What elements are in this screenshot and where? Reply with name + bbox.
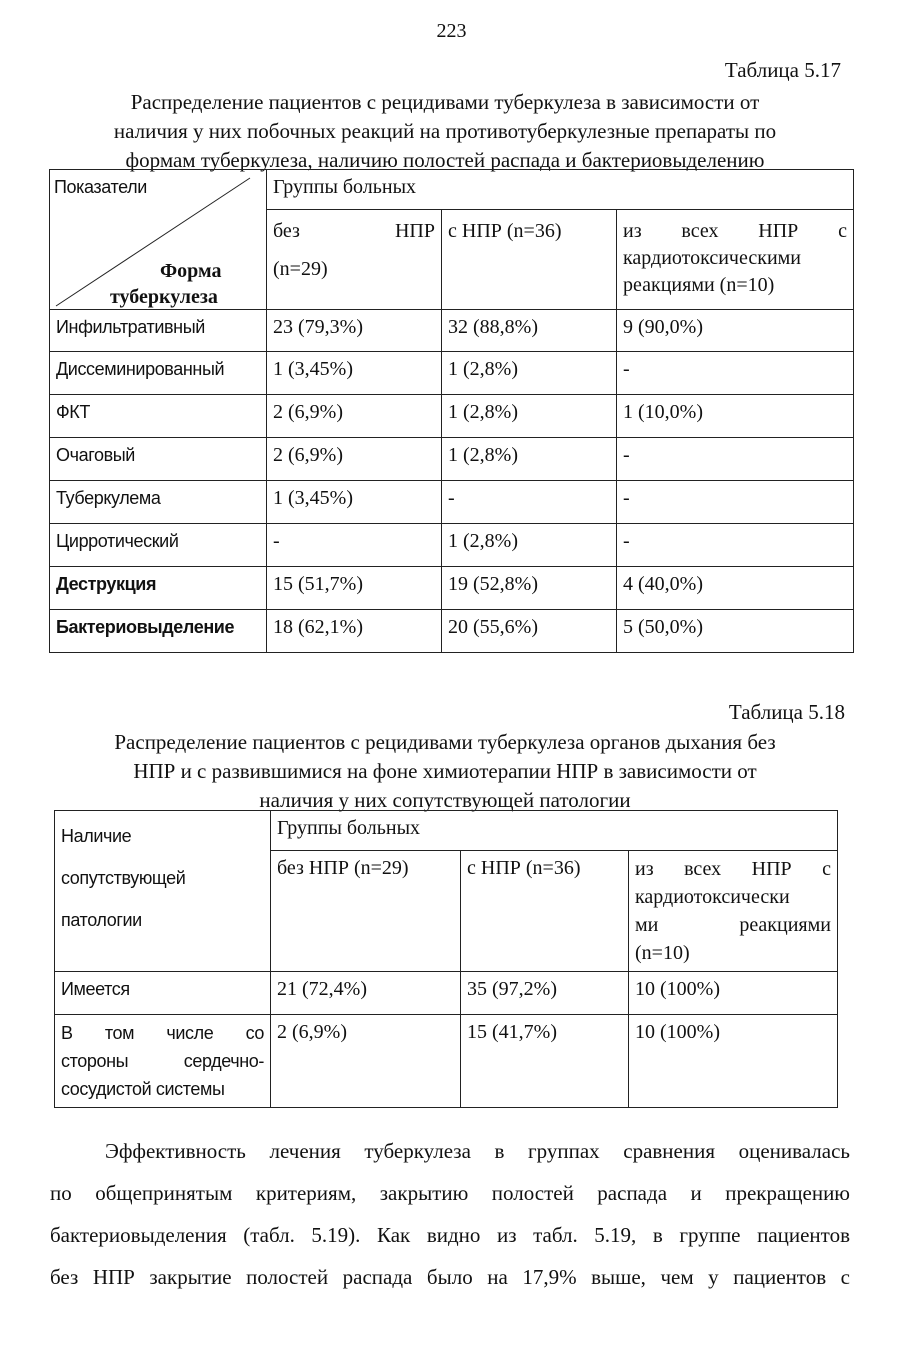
table-5-17-title-line-3: формам туберкулеза, наличию полостей распада и бактериовыделению: [125, 148, 765, 172]
table-5-17-col-cardio-line-2: кардиотоксическими: [623, 247, 802, 269]
table-5-18-header-left-line-3: патологии: [61, 910, 142, 930]
cell: 9 (90,0%): [617, 310, 854, 352]
cell: 19 (52,8%): [442, 567, 617, 610]
table-5-17-label: Таблица 5.17: [724, 58, 841, 82]
table-5-17-col-no-npr-b: НПР: [394, 220, 435, 242]
cell: -: [617, 524, 854, 567]
table-5-18-title: [30, 728, 860, 815]
table-5-17-header-tuberculosis: туберкулеза: [110, 286, 218, 308]
cell: 1 (2,8%): [442, 524, 617, 567]
table-5-18-title-line-1: Распределение пациентов с рецидивами туберкулеза органов дыхания без: [114, 730, 776, 754]
table-row: [50, 310, 854, 352]
cell: 1 (10,0%): [617, 395, 854, 438]
table-row: [50, 524, 854, 567]
table-5-17-col-cardio: [617, 210, 854, 310]
cell: 10 (100%): [629, 972, 838, 1015]
table-row: [50, 610, 854, 653]
cell: 21 (72,4%): [271, 972, 461, 1015]
table-5-18-label: Таблица 5.18: [728, 700, 845, 724]
table-5-17-col-with-npr-text: с НПР (n=36): [448, 220, 562, 242]
paragraph-line-1: Эффективность лечения туберкулеза в группах сравнения оценивалась: [105, 1139, 850, 1163]
row-label: Очаговый: [50, 438, 267, 481]
cell: -: [617, 352, 854, 395]
cell: 20 (55,6%): [442, 610, 617, 653]
body-paragraph: [50, 1130, 850, 1298]
table-5-18-header-left-line-1: Наличие: [61, 826, 132, 846]
table-5-18-title-line-3: наличия у них сопутствующей патологии: [259, 788, 631, 812]
cell: 15 (41,7%): [461, 1015, 629, 1108]
cell: 2 (6,9%): [271, 1015, 461, 1108]
table-5-17-header-corner: [50, 170, 267, 310]
cell: 10 (100%): [629, 1015, 838, 1108]
cell: -: [267, 524, 442, 567]
table-5-18-col-cardio-line-4: (n=10): [635, 942, 690, 964]
table-5-17-col-no-npr-a: без: [273, 220, 300, 242]
cell: 1 (3,45%): [267, 481, 442, 524]
row-label-line-3: сосудистой системы: [61, 1079, 225, 1099]
table-5-18-col-cardio-line-1: из всех НПР с: [635, 858, 831, 880]
row-label: Инфильтративный: [50, 310, 267, 352]
cell: 2 (6,9%): [267, 395, 442, 438]
table-5-18-col-cardio-line-3: ми реакциями: [635, 914, 831, 936]
table-5-18-col-no-npr: [271, 851, 461, 972]
cell: 35 (97,2%): [461, 972, 629, 1015]
table-5-18-groups-header: Группы больных: [271, 811, 838, 851]
table-row: [50, 567, 854, 610]
paragraph-line-3: бактериовыделения (табл. 5.19). Как видно из табл. 5.19, в группе пациентов: [50, 1223, 850, 1247]
table-5-17-col-no-npr-n: (n=29): [273, 258, 328, 280]
table-row: [50, 438, 854, 481]
table-5-17-header-indicators: Показатели: [54, 177, 147, 197]
cell: -: [442, 481, 617, 524]
cell: 1 (2,8%): [442, 395, 617, 438]
cell: -: [617, 481, 854, 524]
row-label: [55, 1015, 271, 1108]
table-5-17: [49, 169, 854, 653]
cell: 32 (88,8%): [442, 310, 617, 352]
row-label: Туберкулема: [50, 481, 267, 524]
table-5-17-col-cardio-line-3: реакциями (n=10): [623, 274, 775, 296]
table-5-18: [54, 810, 838, 1108]
page-number: 223: [436, 20, 467, 42]
table-5-17-title-line-2: наличия у них побочных реакций на противотуберкулезные препараты по: [113, 119, 777, 143]
cell: 1 (3,45%): [267, 352, 442, 395]
table-5-18-header-left: [55, 811, 271, 972]
row-label: ФКТ: [50, 395, 267, 438]
table-5-17-col-cardio-line-1: из всех НПР с: [623, 220, 847, 242]
paragraph-line-4: без НПР закрытие полостей распада было на 17,9% выше, чем у пациентов с: [50, 1265, 850, 1289]
cell: 2 (6,9%): [267, 438, 442, 481]
table-row: [50, 395, 854, 438]
paragraph-line-2: по общепринятым критериям, закрытию полостей распада и прекращению: [50, 1181, 850, 1205]
table-row: [55, 972, 838, 1015]
table-5-17-col-with-npr: [442, 210, 617, 310]
table-5-18-col-cardio-line-2: кардиотоксически: [635, 886, 790, 908]
row-label: Цирротический: [50, 524, 267, 567]
table-5-17-header-form: Форма: [160, 260, 222, 282]
cell: 1 (2,8%): [442, 438, 617, 481]
table-row: [50, 481, 854, 524]
row-label-line-2: стороны сердечно-: [61, 1051, 264, 1071]
table-row: [50, 352, 854, 395]
cell: 5 (50,0%): [617, 610, 854, 653]
table-5-17-title: [40, 88, 850, 175]
row-label: Имеется: [55, 972, 271, 1015]
row-label: Диссеминированный: [50, 352, 267, 395]
row-label-line-1: В том числе со: [61, 1023, 264, 1043]
table-5-17-groups-header: Группы больных: [267, 170, 854, 210]
cell: -: [617, 438, 854, 481]
row-label: Бактериовыделение: [50, 610, 267, 653]
table-row: [55, 1015, 838, 1108]
table-5-17-col-no-npr: [267, 210, 442, 310]
table-5-18-col-cardio: [629, 851, 838, 972]
cell: 18 (62,1%): [267, 610, 442, 653]
table-5-18-header-left-line-2: сопутствующей: [61, 868, 186, 888]
cell: 4 (40,0%): [617, 567, 854, 610]
cell: 1 (2,8%): [442, 352, 617, 395]
table-5-18-title-line-2: НПР и с развившимися на фоне химиотерапии НПР в зависимости от: [133, 759, 757, 783]
table-5-18-col-no-npr-text: без НПР (n=29): [277, 857, 409, 879]
cell: 15 (51,7%): [267, 567, 442, 610]
table-5-17-title-line-1: Распределение пациентов с рецидивами туберкулеза в зависимости от: [130, 90, 760, 114]
row-label: Деструкция: [50, 567, 267, 610]
cell: 23 (79,3%): [267, 310, 442, 352]
table-5-18-col-with-npr: [461, 851, 629, 972]
table-5-18-col-with-npr-text: с НПР (n=36): [467, 857, 581, 879]
